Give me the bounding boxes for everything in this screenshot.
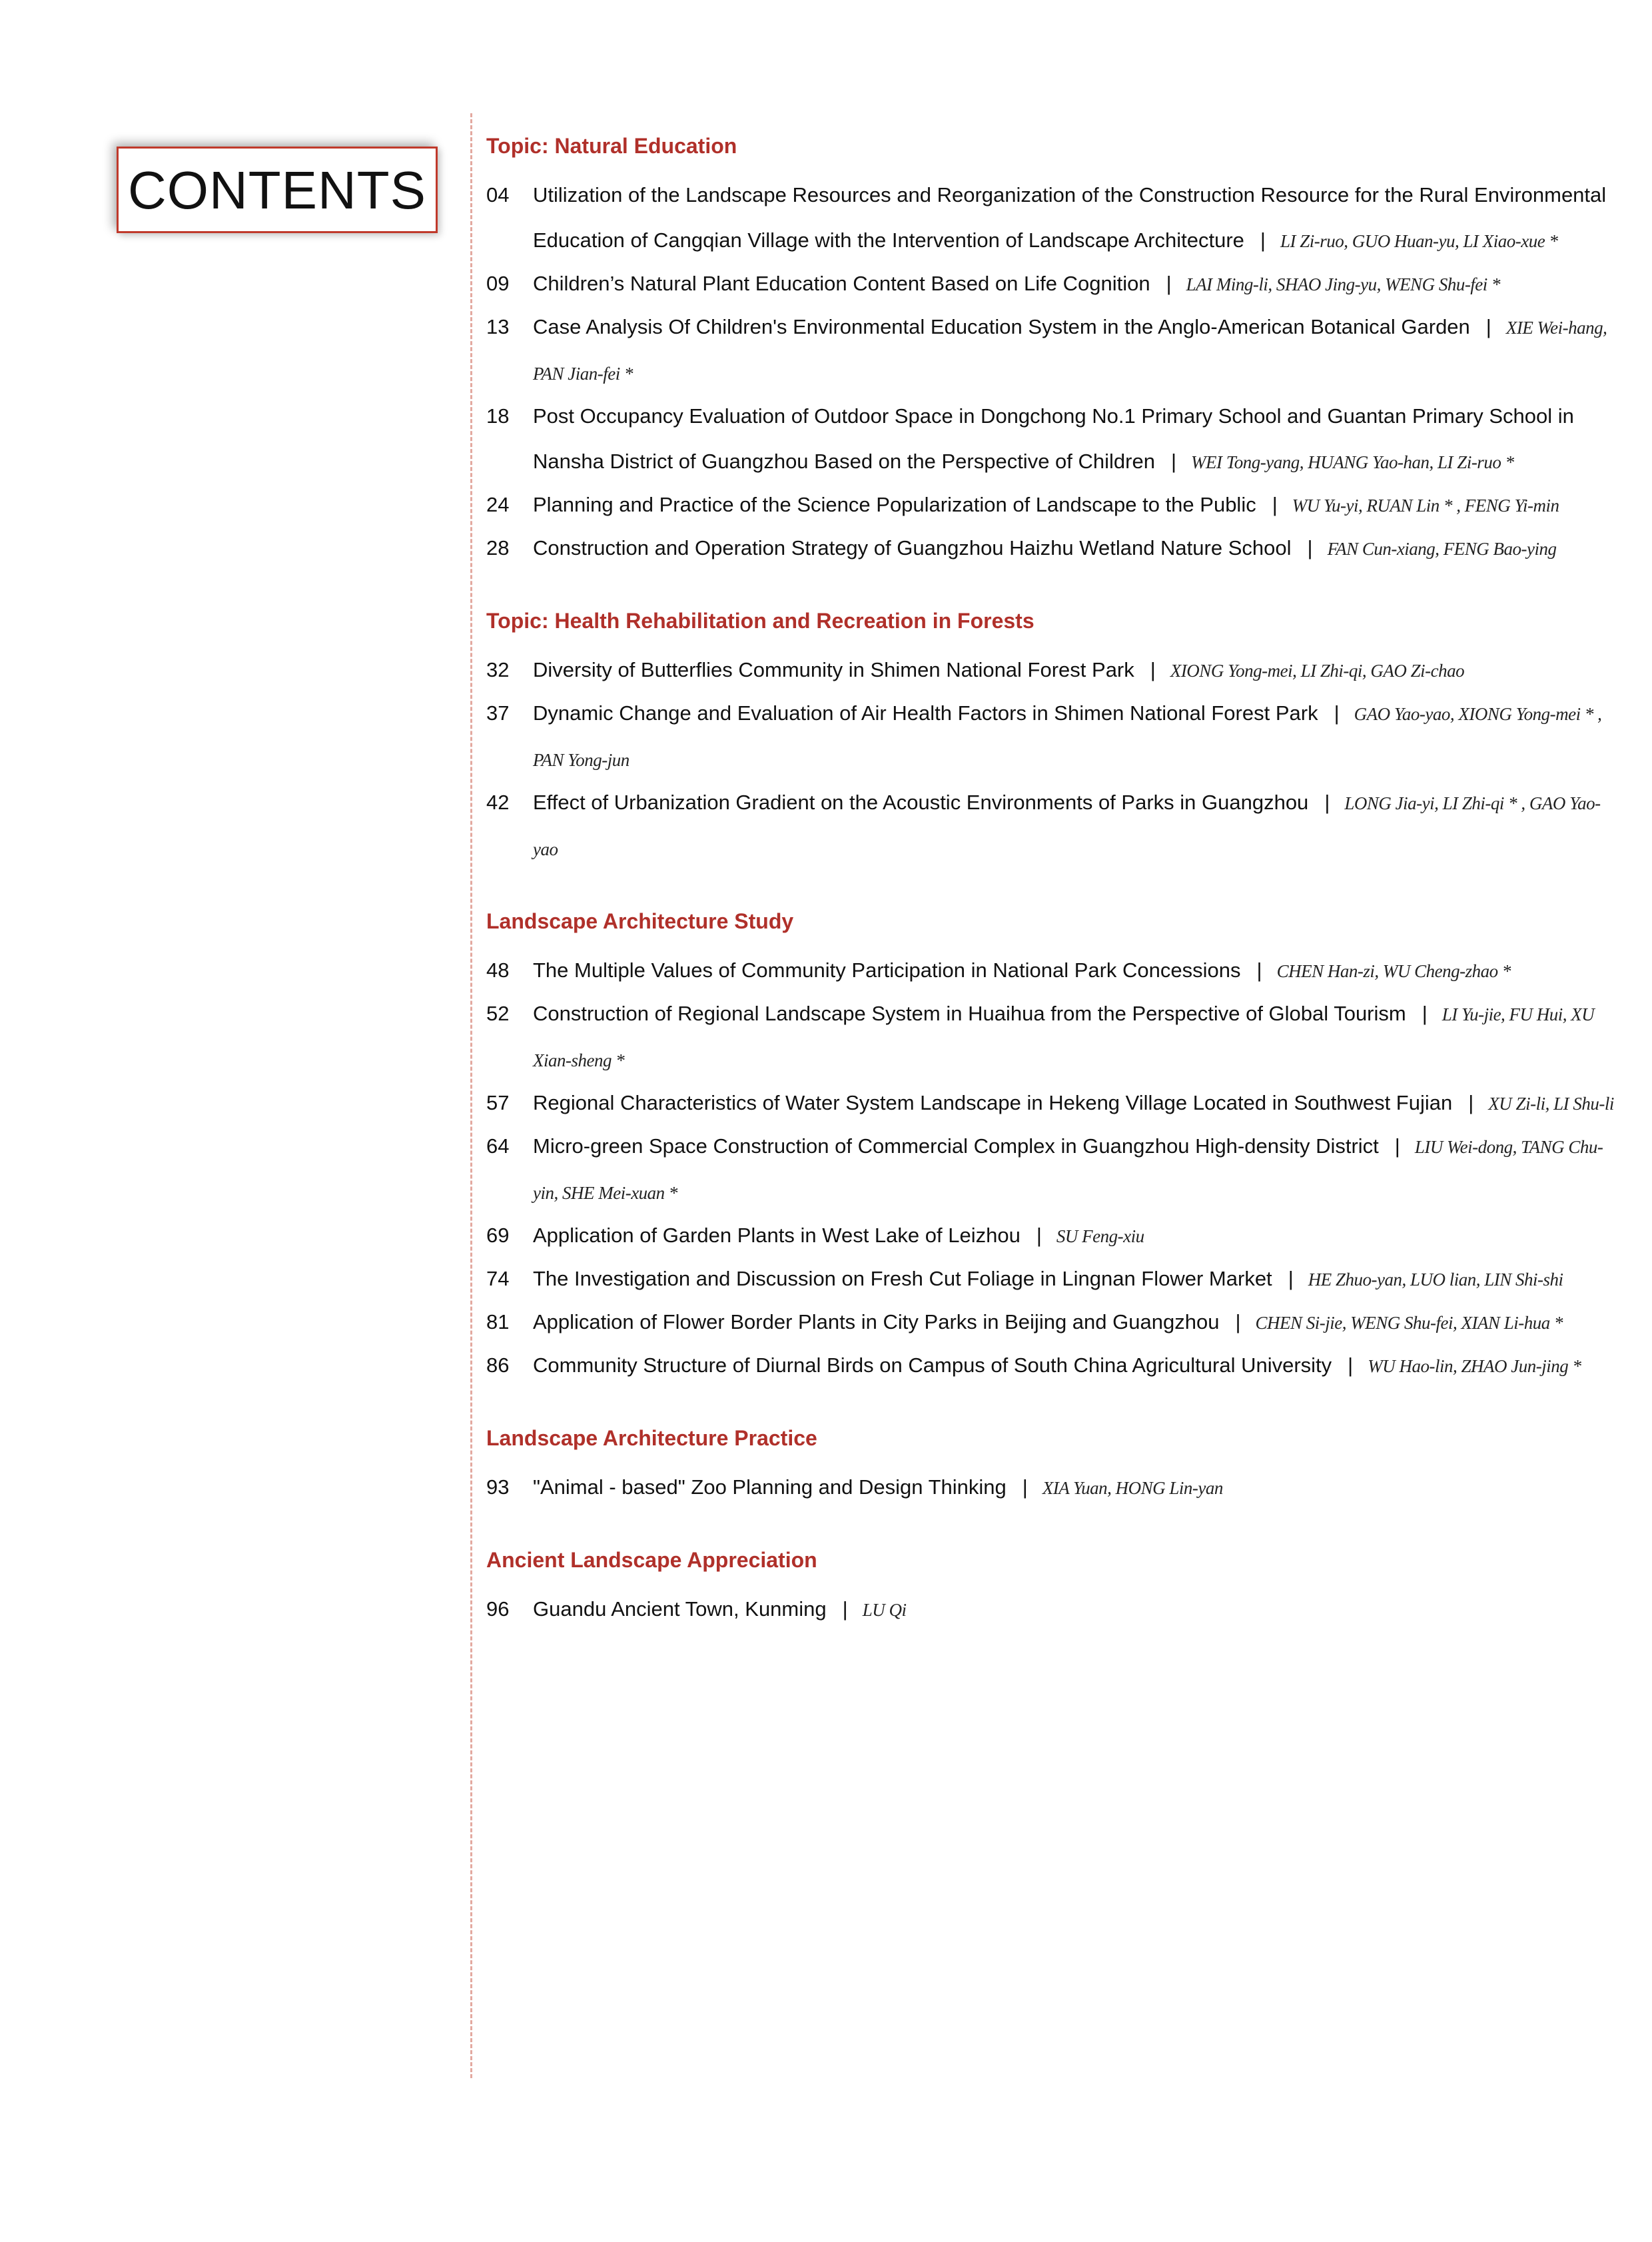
toc-entry[interactable] — [486, 1124, 1619, 1216]
separator-bar: | — [1150, 658, 1156, 681]
article-title: Effect of Urbanization Gradient on the Acoustic Environments of Parks in Guangzhou — [533, 791, 1309, 814]
page-number: 93 — [486, 1475, 510, 1499]
separator-bar: | — [1036, 1224, 1042, 1247]
toc-entry[interactable] — [486, 1465, 1619, 1511]
article-authors: HE Zhuo-yan, LUO lian, LIN Shi-shi — [1308, 1270, 1563, 1290]
section-title: Landscape Architecture Practice — [486, 1426, 817, 1450]
article-title: Children’s Natural Plant Education Content Based on Life Cognition — [533, 272, 1150, 295]
toc-entry[interactable] — [486, 526, 1619, 571]
article-authors: LONG Jia-yi, LI Zhi-qi * , GAO Yao-yao — [533, 793, 1601, 859]
page-number: 37 — [486, 701, 510, 725]
article-title: Diversity of Butterflies Community in Shimen National Forest Park — [533, 658, 1134, 681]
separator-bar: | — [1260, 228, 1266, 252]
separator-bar: | — [1394, 1134, 1400, 1158]
article-authors: CHEN Si-jie, WENG Shu-fei, XIAN Li-hua * — [1255, 1313, 1563, 1333]
article-authors: WU Yu-yi, RUAN Lin * , FENG Yi-min — [1292, 496, 1559, 516]
page-number: 86 — [486, 1353, 510, 1377]
toc-section — [486, 1544, 1619, 1633]
toc-section — [486, 130, 1619, 571]
article-title: Community Structure of Diurnal Birds on Campus of South China Agricultural University — [533, 1353, 1332, 1377]
contents-heading-box — [117, 147, 438, 233]
section-title: Landscape Architecture Study — [486, 909, 794, 933]
article-authors: XIE Wei-hang, PAN Jian-fei * — [533, 318, 1607, 384]
separator-bar: | — [1256, 958, 1262, 982]
page-number: 28 — [486, 536, 510, 560]
toc-entry[interactable] — [486, 780, 1619, 872]
article-title: Construction and Operation Strategy of Guangzhou Haizhu Wetland Nature School — [533, 536, 1292, 560]
article-authors: WU Hao-lin, ZHAO Jun-jing * — [1368, 1356, 1581, 1376]
toc-entry[interactable] — [486, 691, 1619, 783]
table-of-contents — [486, 130, 1619, 1666]
separator-bar: | — [1334, 701, 1340, 725]
toc-entry[interactable] — [486, 1080, 1619, 1126]
toc-entry[interactable] — [486, 173, 1619, 264]
page-number: 32 — [486, 658, 510, 681]
page-number: 24 — [486, 493, 510, 516]
toc-entry[interactable] — [486, 304, 1619, 396]
article-authors: SU Feng-xiu — [1056, 1226, 1144, 1246]
page-number: 57 — [486, 1091, 510, 1114]
separator-bar: | — [1422, 1002, 1428, 1025]
article-title: Micro-green Space Construction of Commercial Complex in Guangzhou High-density District — [533, 1134, 1379, 1158]
article-title: Dynamic Change and Evaluation of Air Health Factors in Shimen National Forest Park — [533, 701, 1318, 725]
page-number: 81 — [486, 1310, 510, 1333]
toc-section — [486, 905, 1619, 1389]
article-title: Guandu Ancient Town, Kunming — [533, 1597, 827, 1621]
separator-bar: | — [1235, 1310, 1241, 1333]
separator-bar: | — [1468, 1091, 1474, 1114]
page-number: 74 — [486, 1267, 510, 1290]
article-title: "Animal - based" Zoo Planning and Design Thinking — [533, 1475, 1007, 1499]
page-number: 18 — [486, 404, 510, 428]
toc-entry[interactable] — [486, 1213, 1619, 1259]
article-authors: LI Zi-ruo, GUO Huan-yu, LI Xiao-xue * — [1280, 231, 1558, 251]
toc-entry[interactable] — [486, 991, 1619, 1083]
article-authors: LAI Ming-li, SHAO Jing-yu, WENG Shu-fei * — [1186, 274, 1501, 294]
separator-bar: | — [1307, 536, 1313, 560]
article-authors: XU Zi-li, LI Shu-li — [1488, 1094, 1614, 1114]
separator-bar: | — [1348, 1353, 1354, 1377]
article-authors: LU Qi — [862, 1600, 907, 1620]
article-title: Utilization of the Landscape Resources and Reorganization of the Construction Resource for the Rural Environmental Education of Cangqian Village with the Intervention of Landscape Architecture — [533, 183, 1607, 252]
toc-entry[interactable] — [486, 1300, 1619, 1345]
separator-bar: | — [842, 1597, 848, 1621]
separator-bar: | — [1022, 1475, 1028, 1499]
toc-entry[interactable] — [486, 482, 1619, 528]
toc-entry[interactable] — [486, 394, 1619, 485]
article-title: Application of Garden Plants in West Lake of Leizhou — [533, 1224, 1021, 1247]
article-title: Post Occupancy Evaluation of Outdoor Space in Dongchong No.1 Primary School and Guantan Primary School in Nansha District of Guangzhou Based on the Perspective of Children — [533, 404, 1574, 473]
toc-entry[interactable] — [486, 1256, 1619, 1302]
section-title: Topic: Natural Education — [486, 134, 737, 158]
toc-entry[interactable] — [486, 647, 1619, 693]
article-authors: XIONG Yong-mei, LI Zhi-qi, GAO Zi-chao — [1170, 661, 1465, 681]
page-number: 69 — [486, 1224, 510, 1247]
article-authors: GAO Yao-yao, XIONG Yong-mei * , PAN Yong-jun — [533, 704, 1602, 770]
article-title: Case Analysis Of Children's Environmental Education System in the Anglo-American Botanical Garden — [533, 315, 1470, 338]
article-title: Planning and Practice of the Science Popularization of Landscape to the Public — [533, 493, 1256, 516]
separator-bar: | — [1272, 493, 1278, 516]
page-number: 64 — [486, 1134, 510, 1158]
article-title: Application of Flower Border Plants in City Parks in Beijing and Guangzhou — [533, 1310, 1220, 1333]
toc-section — [486, 1422, 1619, 1511]
toc-entry[interactable] — [486, 1343, 1619, 1389]
article-title: Regional Characteristics of Water System Landscape in Hekeng Village Located in Southwest Fujian — [533, 1091, 1453, 1114]
section-title: Topic: Health Rehabilitation and Recreation in Forests — [486, 609, 1034, 633]
article-authors: WEI Tong-yang, HUANG Yao-han, LI Zi-ruo * — [1191, 452, 1514, 472]
article-authors: XIA Yuan, HONG Lin-yan — [1042, 1478, 1223, 1498]
dashed-divider — [470, 113, 472, 2078]
article-authors: FAN Cun-xiang, FENG Bao-ying — [1327, 539, 1557, 559]
toc-section — [486, 605, 1619, 872]
page-number: 48 — [486, 958, 510, 982]
article-title: Construction of Regional Landscape System in Huaihua from the Perspective of Global Tourism — [533, 1002, 1406, 1025]
separator-bar: | — [1166, 272, 1172, 295]
page-number: 42 — [486, 791, 510, 814]
separator-bar: | — [1170, 450, 1177, 473]
article-authors: LI Yu-jie, FU Hui, XU Xian-sheng * — [533, 1004, 1595, 1070]
contents-heading: CONTENTS — [128, 161, 426, 220]
page-number: 52 — [486, 1002, 510, 1025]
separator-bar: | — [1485, 315, 1491, 338]
article-title: The Investigation and Discussion on Fresh Cut Foliage in Lingnan Flower Market — [533, 1267, 1272, 1290]
separator-bar: | — [1324, 791, 1330, 814]
toc-entry[interactable] — [486, 948, 1619, 994]
article-authors: LIU Wei-dong, TANG Chu-yin, SHE Mei-xuan * — [533, 1137, 1603, 1203]
toc-entry[interactable] — [486, 261, 1619, 307]
section-title: Ancient Landscape Appreciation — [486, 1548, 817, 1572]
page-number: 96 — [486, 1597, 510, 1621]
page-number: 04 — [486, 183, 510, 206]
page-number: 09 — [486, 272, 510, 295]
separator-bar: | — [1288, 1267, 1294, 1290]
article-title: The Multiple Values of Community Participation in National Park Concessions — [533, 958, 1241, 982]
page-number: 13 — [486, 315, 510, 338]
toc-entry[interactable] — [486, 1587, 1619, 1633]
article-authors: CHEN Han-zi, WU Cheng-zhao * — [1276, 961, 1511, 981]
